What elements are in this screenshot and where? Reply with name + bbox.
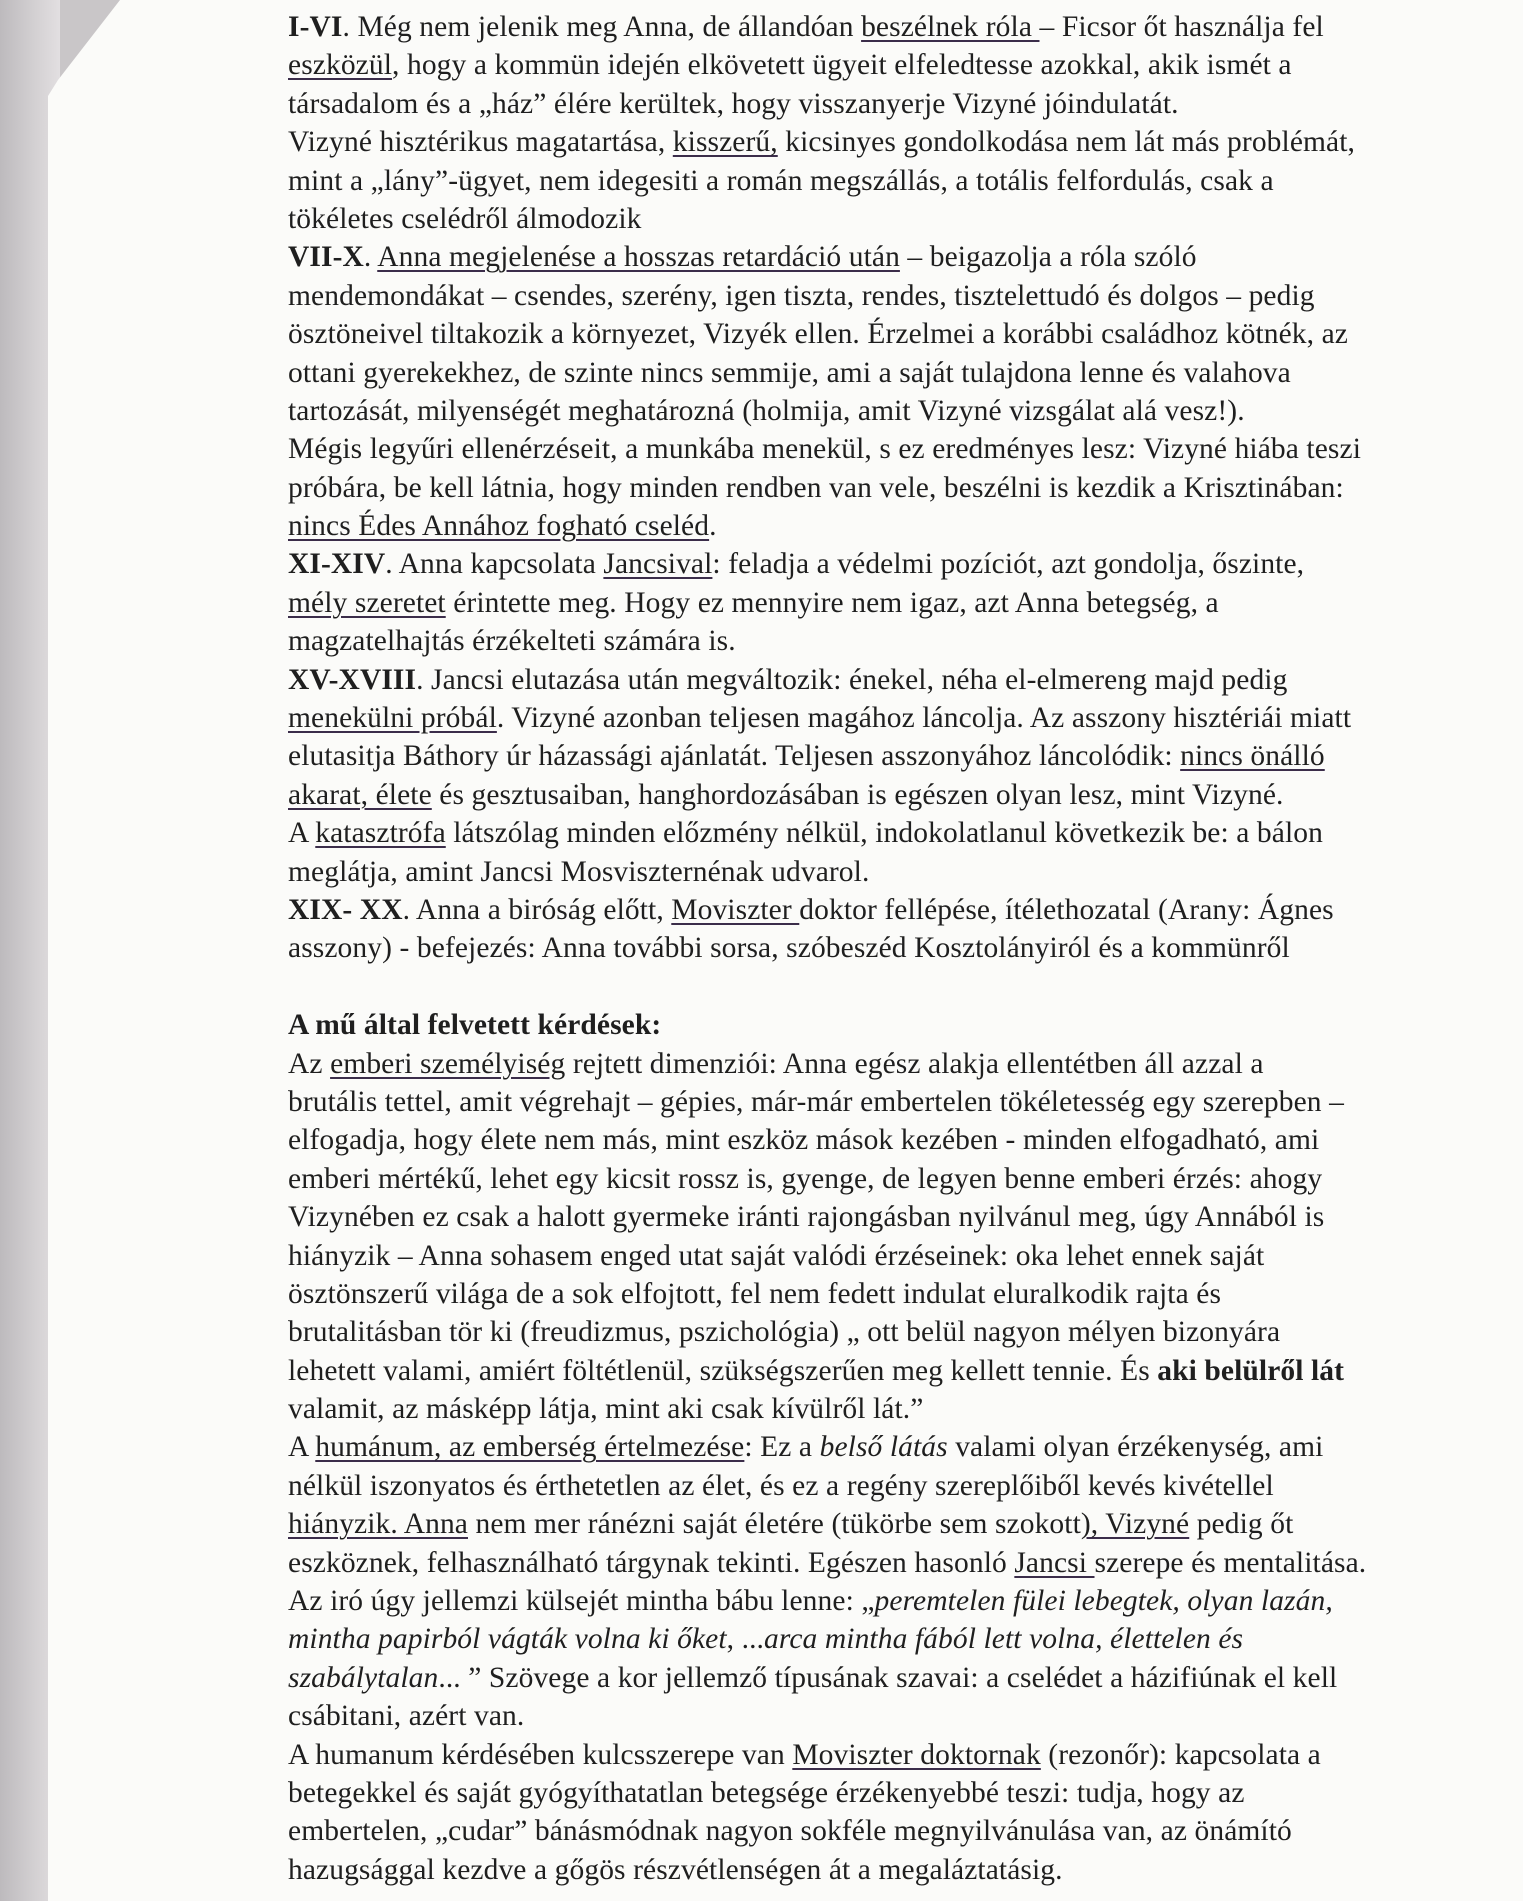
underlined-text: nincs Édes Annához fogható cseléd <box>288 510 710 543</box>
underlined-text: beszélnek róla <box>861 11 1040 43</box>
underlined-text: eszközül <box>288 49 393 82</box>
text-line <box>288 1428 1508 1466</box>
text-run: . <box>363 241 378 274</box>
text-line <box>288 238 1508 276</box>
italic-text: peremtelen fülei lebegtek, olyan lazán, <box>874 1585 1333 1618</box>
text-run: csábitani, azért van. <box>288 1700 525 1733</box>
text-line <box>288 469 1508 507</box>
text-line <box>288 1505 1508 1543</box>
text-run: valami olyan érzékenység, ami <box>947 1431 1324 1464</box>
text-run: embertelen, „cudar” bánásmódnak nagyon sokféle megnyilvánulása van, az önámító <box>288 1815 1292 1848</box>
text-line <box>288 1198 1508 1236</box>
text-line <box>288 737 1508 775</box>
text-run: . Jancsi elutazása után megváltozik: énekel, néha el-elmereng majd pedig <box>416 663 1288 696</box>
underlined-text: Moviszter <box>671 893 800 926</box>
text-run: asszony) - befejezés: Anna további sorsa, szóbeszéd Kosztolányiról és a kommünről <box>288 932 1290 965</box>
text-line <box>288 814 1508 852</box>
text-line <box>288 1160 1508 1198</box>
text-line <box>288 162 1508 200</box>
text-run: . Még nem jelenik meg Anna, de állandóan <box>342 11 862 43</box>
text-line <box>288 507 1508 545</box>
text-run: ösztöneivel tiltakozik a környezet, Vizyék ellen. Érzelmei a korábbi családhoz kötnék, az <box>288 318 1348 351</box>
text-line <box>288 1620 1508 1658</box>
text-run: próbára, be kell látnia, hogy minden rendben van vele, beszélni is kezdik a Krisztinában: <box>288 471 1344 504</box>
text-line <box>288 853 1508 891</box>
underlined-text: nincs önálló <box>1180 740 1325 773</box>
text-line <box>288 1659 1508 1697</box>
text-run: hiányzik – Anna sohasem enged utat saját valódi érzéseinek: oka lehet ennek saját <box>288 1239 1265 1272</box>
text-line <box>288 1083 1508 1121</box>
text-line <box>288 392 1508 430</box>
text-run: valamit, az másképp látja, mint aki csak kívülről lát.” <box>288 1393 924 1426</box>
text-run: Az <box>288 1047 331 1080</box>
text-run: magzatelhajtás érzékelteti számára is. <box>288 625 736 658</box>
text-line <box>288 277 1508 315</box>
bold-text: I-VI <box>288 11 343 43</box>
text-run: kicsinyes gondolkodása nem lát más problémát, <box>777 126 1356 159</box>
text-run: – Ficsor őt használja fel <box>1039 11 1324 43</box>
underlined-text: katasztrófa <box>315 817 446 850</box>
bold-text: XI-XIV <box>288 548 386 581</box>
text-line <box>288 584 1508 622</box>
bold-text: XV-XVIII <box>288 663 417 696</box>
document-body <box>288 8 1508 1889</box>
underlined-text: menekülni próbál <box>288 702 497 735</box>
text-run: . Anna kapcsolata <box>385 548 604 581</box>
underlined-text: hiányzik. Anna <box>288 1508 468 1541</box>
text-run: – beigazolja a róla szóló <box>899 241 1197 274</box>
text-line <box>288 1736 1508 1774</box>
text-line <box>288 8 1508 46</box>
text-run: társadalom és a „ház” élére kerültek, hogy visszanyerje Vizyné jóindulatát. <box>288 87 1179 120</box>
text-run: A humanum kérdésében kulcsszerepe van <box>288 1738 793 1771</box>
underlined-text: ), Vizyné <box>1080 1508 1190 1541</box>
text-run: nélkül iszonyatos és érthetetlen az élet, és ez a regény szereplőiből kevés kivétellel <box>288 1469 1274 1502</box>
text-run: eszköznek, felhasználható tárgynak tekinti. Egészen hasonló <box>288 1546 1015 1579</box>
text-run: tartozását, milyenségét meghatározná (holmija, amit Vizyné vizsgálat alá vesz!). <box>288 394 1245 427</box>
underlined-text: humánum, az emberség értelmezése <box>315 1431 745 1464</box>
bold-text: VII-X <box>288 241 364 274</box>
text-run: . <box>709 510 717 543</box>
bold-text: aki belülről lát <box>1157 1354 1345 1387</box>
text-run: . Anna a biróság előtt, <box>402 893 672 926</box>
text-line <box>288 1697 1508 1735</box>
underlined-text: Jancsival <box>603 548 713 581</box>
text-line <box>288 200 1508 238</box>
underlined-text: emberi személyiség <box>330 1047 566 1080</box>
text-line <box>288 1352 1508 1390</box>
text-run: . Vizyné azonban teljesen magához láncolja. Az asszony hisztériái miatt <box>496 702 1352 735</box>
text-run: doktor fellépése, ítélethozatal (Arany: Ágnes <box>799 893 1334 926</box>
text-run: rejtett dimenziói: Anna egész alakja ellentétben áll azzal a <box>565 1047 1264 1080</box>
text-run: elutasitja Báthory úr házassági ajánlatát. Teljesen asszonyához láncolódik: <box>288 740 1181 773</box>
text-line <box>288 661 1508 699</box>
text-line <box>288 699 1508 737</box>
text-run: brutalitásban tör ki (freudizmus, pszichológia) „ ott belül nagyon mélyen bizonyára <box>288 1316 1281 1349</box>
text-run: pedig őt <box>1189 1508 1294 1541</box>
section-heading: A mű által felvetett kérdések: <box>288 1009 662 1042</box>
text-line <box>288 891 1508 929</box>
text-line <box>288 1812 1508 1850</box>
text-line <box>288 123 1508 161</box>
text-line <box>288 929 1508 967</box>
text-run: hazugsággal kezdve a gőgös részvétlenségen át a megaláztatásig. <box>288 1853 1063 1886</box>
text-run: szerepe és mentalitása. <box>1094 1546 1367 1579</box>
text-line <box>288 1045 1508 1083</box>
text-run: : feladja a védelmi pozíciót, azt gondolja, őszinte, <box>712 548 1305 581</box>
text-run: brutális tettel, amit végrehajt – gépies, már-már embertelen tökéletesség egy szerepben – <box>288 1085 1344 1118</box>
text-run: nem mer ránézni saját életére (tükörbe sem szokott <box>468 1508 1081 1541</box>
text-run: (rezonőr): kapcsolata a <box>1040 1738 1321 1771</box>
text-run: , hogy a kommün idején elkövetett ügyeit elfeledtesse azokkal, akik ismét a <box>392 49 1292 82</box>
text-line <box>288 46 1508 84</box>
text-run: látszólag minden előzmény nélkül, indokolatlanul következik be: a bálon <box>445 817 1323 850</box>
section-questions <box>288 1045 1508 1890</box>
text-run: ösztönszerű világa de a sok elfojtott, fel nem fedett indulat eluralkodik rajta és <box>288 1277 1222 1310</box>
text-line <box>288 1774 1508 1812</box>
text-line <box>288 1467 1508 1505</box>
text-run: lehetett valami, amiért föltétlenül, szükségszerűen meg kellett tennie. És <box>288 1354 1158 1387</box>
underlined-text: Anna megjelenése a hosszas retardáció után <box>377 241 900 274</box>
section-plot-summary <box>288 8 1508 968</box>
text-run: elfogadja, hogy élete nem más, mint eszköz mások kezében - minden elfogadható, ami <box>288 1124 1320 1157</box>
text-line <box>288 1237 1508 1275</box>
text-line <box>288 776 1508 814</box>
text-line <box>288 1390 1508 1428</box>
text-line <box>288 85 1508 123</box>
text-run: és gesztusaiban, hanghordozásában is egészen olyan lesz, mint Vizyné. <box>431 778 1284 811</box>
text-run: mint a „lány”-ügyet, nem idegesiti a román megszállás, a totális felfordulás, csak a <box>288 164 1274 197</box>
italic-text: szabálytalan <box>288 1661 439 1694</box>
text-run: érintette meg. Hogy ez mennyire nem igaz, azt Anna betegség, a <box>445 586 1219 619</box>
text-run: mendemondákat – csendes, szerény, igen tiszta, rendes, tisztelettudó és dolgos – pedig <box>288 279 1315 312</box>
text-line <box>288 1851 1508 1889</box>
blank-line <box>288 968 1508 1006</box>
text-run: , ... <box>726 1623 765 1656</box>
text-run: tökéletes cselédről álmodozik <box>288 202 642 235</box>
text-run: meglátja, amint Jancsi Mosviszternénak udvarol. <box>288 855 870 888</box>
text-run: ottani gyerekekhez, de szinte nincs semmije, ami a saját tulajdona lenne és valahova <box>288 356 1291 389</box>
text-run: Mégis legyűri ellenérzéseit, a munkába menekül, s ez eredményes lesz: Vizyné hiába teszi <box>288 433 1361 466</box>
text-run: Vizynében ez csak a halott gyermeke iránti rajongásban nyilvánul meg, úgy Annából is <box>288 1201 1325 1234</box>
text-run: : Ez a <box>744 1431 820 1464</box>
text-line <box>288 430 1508 468</box>
text-line <box>288 545 1508 583</box>
italic-text: belső látás <box>819 1431 948 1464</box>
text-run: emberi mértékű, lehet egy kicsit rossz is, gyenge, de legyen benne emberi érzés: ahogy <box>288 1162 1323 1195</box>
text-run: ... ” Szövege a kor jellemző típusának szavai: a cselédet a házifiúnak el kell <box>438 1661 1338 1694</box>
text-line <box>288 1121 1508 1159</box>
text-run: A <box>288 817 316 850</box>
text-line <box>288 1544 1508 1582</box>
text-line <box>288 315 1508 353</box>
underlined-text: mély szeretet <box>288 586 446 619</box>
italic-text: arca mintha fából lett volna, élettelen és <box>764 1623 1244 1656</box>
italic-text: mintha papirból vágták volna ki őket <box>288 1623 727 1656</box>
underlined-text: Jancsi <box>1014 1546 1095 1579</box>
underlined-text: akarat, élete <box>288 778 432 811</box>
underlined-text: Moviszter doktornak <box>792 1738 1041 1771</box>
underlined-text: kisszerű, <box>672 126 778 159</box>
text-line <box>288 1582 1508 1620</box>
bold-text: XIX- XX <box>288 893 403 926</box>
text-run: betegekkel és saját gyógyíthatatlan betegsége érzékenyebbé teszi: tudja, hogy az <box>288 1776 1245 1809</box>
text-line <box>288 1313 1508 1351</box>
text-run: A <box>288 1431 316 1464</box>
text-line <box>288 622 1508 660</box>
text-line <box>288 1275 1508 1313</box>
text-run: Vizyné hisztérikus magatartása, <box>288 126 673 159</box>
text-run: Az iró úgy jellemzi külsejét mintha bábu lenne: „ <box>288 1585 875 1618</box>
text-line <box>288 354 1508 392</box>
